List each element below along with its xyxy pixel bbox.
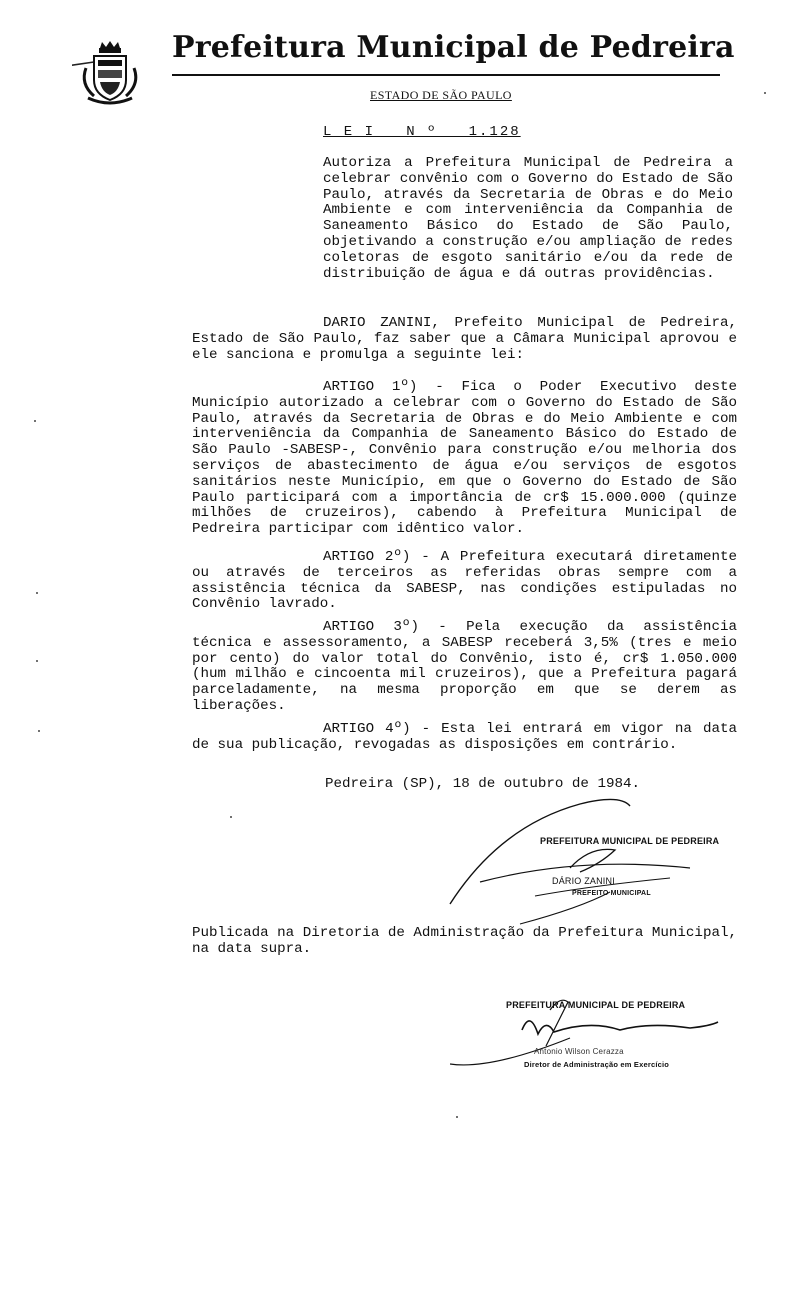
law-ementa: Autoriza a Prefeitura Municipal de Pedreira a celebrar convênio com o Governo do Estado de São Paulo, através da Secretaria de Obras e do Meio Ambiente e com interveniência da Companhia de Saneamento Básico do Estado de São Paulo, objetivando a construção e/ou ampliação de redes coletoras de esgoto sanitário e/ou da rede de distribuição de água e dá outras providências. xyxy=(323,155,733,282)
article-3: ARTIGO 3º) - Pela execução da assistência técnica e assessoramento, a SABESP receberá 3,5% (tres e meio por cento) do valor total do Convênio, isto é, cr$ 1.050.000 (hum milhão e cincoenta mil cruzeiros), que a Prefeitura pagará parceladamente, na mesma proporção em que se derem as liberações. xyxy=(192,619,737,714)
director-signature-block xyxy=(450,990,740,1080)
mayor-name: DÁRIO ZANINI xyxy=(552,876,615,886)
state-subtitle: ESTADO DE SÃO PAULO xyxy=(370,88,512,102)
handwritten-signature-mayor xyxy=(440,786,740,926)
publication-note: Publicada na Diretoria de Administração da Prefeitura Municipal, na data supra. xyxy=(192,925,737,957)
title-rule xyxy=(172,74,720,76)
scan-speck xyxy=(764,92,766,94)
scan-speck xyxy=(36,660,38,662)
mayor-signature-block xyxy=(440,786,740,926)
coat-of-arms-icon xyxy=(72,38,142,108)
mayor-role: PREFEITO MUNICIPAL xyxy=(572,890,651,897)
article-4: ARTIGO 4º) - Esta lei entrará em vigor na data de sua publicação, revogadas as disposições em contrário. xyxy=(192,721,737,753)
scan-speck xyxy=(36,592,38,594)
mayor-stamp-top: PREFEITURA MUNICIPAL DE PEDREIRA xyxy=(540,836,720,846)
page-title: Prefeitura Municipal de Pedreira xyxy=(172,30,735,65)
director-role: Diretor de Administração em Exercício xyxy=(524,1060,670,1069)
scan-speck xyxy=(34,420,36,422)
scan-speck xyxy=(230,816,232,818)
intro-paragraph: DARIO ZANINI, Prefeito Municipal de Pedreira, Estado de São Paulo, faz saber que a Câmara Municipal aprovou e ele sanciona e promulga a seguinte lei: xyxy=(192,315,737,363)
scan-speck xyxy=(456,1116,458,1118)
article-2: ARTIGO 2º) - A Prefeitura executará diretamente ou através de terceiros as referidas obras sempre com a assistência técnica da SABESP, nas condições estipuladas no Convênio lavrado. xyxy=(192,549,737,613)
law-number: L E I N º 1.128 xyxy=(323,124,521,140)
scan-speck xyxy=(38,730,40,732)
dateline: Pedreira (SP), 18 de outubro de 1984. xyxy=(325,776,641,792)
director-stamp-top: PREFEITURA MUNICIPAL DE PEDREIRA xyxy=(506,1000,686,1010)
article-1: ARTIGO 1º) - Fica o Poder Executivo deste Município autorizado a celebrar com o Governo do Estado de São Paulo, através da Secretaria de Obras e do Meio Ambiente e com interveniência da Companhia de Saneamento Básico do Estado de São Paulo -SABESP-, Convênio para construção e/ou melhoria dos serviços de abastecimento de água e/ou serviços de esgotos sanitários neste Município, em que o Governo do Estado de São Paulo participará com a importância de cr$ 15.000.000 (quinze milhões de cruzeiros), cabendo à Prefeitura Municipal de Pedreira participar com idêntico valor. xyxy=(192,379,737,538)
director-name: Antonio Wilson Cerazza xyxy=(534,1047,624,1056)
